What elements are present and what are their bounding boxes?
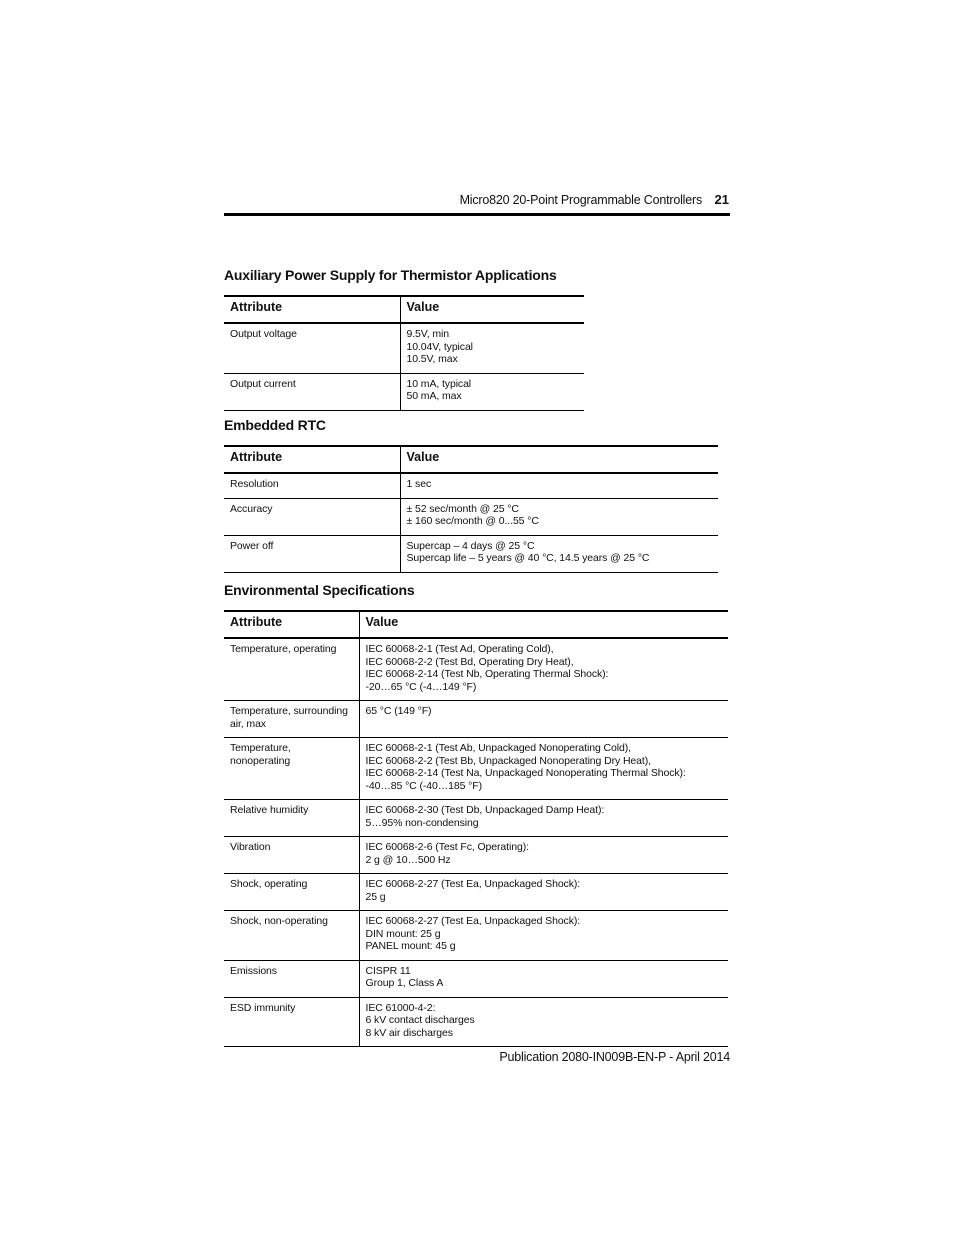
table-row <box>224 960 728 997</box>
table-row <box>224 874 728 911</box>
value-cell <box>400 323 584 373</box>
column-header-value: Value <box>359 611 728 638</box>
value-cell <box>359 800 728 837</box>
value-line: ± 52 sec/month @ 25 °C <box>406 502 519 515</box>
value-cell <box>400 498 718 535</box>
embedded-rtc-table <box>224 445 718 573</box>
value-line: Supercap – 4 days @ 25 °C <box>406 539 535 552</box>
attribute-cell: Accuracy <box>224 498 400 535</box>
value-line: IEC 60068-2-27 (Test Ea, Unpackaged Shock): <box>365 915 581 927</box>
table-row <box>224 738 728 800</box>
column-header-attribute: Attribute <box>224 446 400 473</box>
value-line: IEC 60068-2-2 (Test Bb, Unpackaged Nonoperating Dry Heat), <box>365 754 651 767</box>
value-line: IEC 60068-2-1 (Test Ab, Unpackaged Nonoperating Cold), <box>365 742 631 754</box>
table-header-row <box>224 296 584 323</box>
publication-footer: Publication 2080-IN009B-EN-P - April 2014 <box>499 1050 730 1064</box>
value-cell <box>359 911 728 961</box>
table-header-row <box>224 446 718 473</box>
table-row <box>224 701 728 738</box>
value-line: 2 g @ 10…500 Hz <box>365 853 451 866</box>
aux-power-table <box>224 295 584 411</box>
value-cell <box>359 738 728 800</box>
value-line: PANEL mount: 45 g <box>365 940 456 952</box>
value-line: Supercap life – 5 years @ 40 °C, 14.5 years @ 25 °C <box>406 552 650 564</box>
attribute-cell: Relative humidity <box>224 800 359 837</box>
table-row <box>224 638 728 701</box>
value-line: 8 kV air discharges <box>365 1026 453 1039</box>
attribute-cell: Vibration <box>224 837 359 874</box>
attribute-cell: Temperature, surrounding air, max <box>224 701 359 738</box>
section-title-environmental: Environmental Specifications <box>224 582 415 598</box>
table-row <box>224 323 584 373</box>
column-header-attribute: Attribute <box>224 296 400 323</box>
running-title: Micro820 20-Point Programmable Controllers <box>459 193 702 207</box>
attribute-cell: Resolution <box>224 473 400 498</box>
value-line: IEC 60068-2-14 (Test Nb, Operating Thermal Shock): <box>365 668 609 680</box>
value-line: IEC 60068-2-6 (Test Fc, Operating): <box>365 841 529 853</box>
value-line: IEC 61000-4-2: <box>365 1001 436 1014</box>
value-line: Group 1, Class A <box>365 977 444 989</box>
value-line: IEC 60068-2-30 (Test Db, Unpackaged Damp Heat): <box>365 804 605 816</box>
value-cell <box>359 837 728 874</box>
value-line: 10 mA, typical <box>406 377 472 390</box>
value-line: 65 °C (149 °F) <box>365 705 432 717</box>
value-cell <box>359 874 728 911</box>
value-line: IEC 60068-2-1 (Test Ad, Operating Cold), <box>365 643 554 655</box>
attribute-cell: ESD immunity <box>224 997 359 1047</box>
value-line: IEC 60068-2-14 (Test Na, Unpackaged Nonoperating Thermal Shock): <box>365 767 686 779</box>
table-row <box>224 373 584 410</box>
value-line: IEC 60068-2-27 (Test Ea, Unpackaged Shock): <box>365 878 581 890</box>
table-header-row <box>224 611 728 638</box>
value-line: 25 g <box>365 890 386 903</box>
column-header-attribute: Attribute <box>224 611 359 638</box>
value-cell <box>359 638 728 701</box>
attribute-cell: Temperature, nonoperating <box>224 738 359 800</box>
table-row <box>224 800 728 837</box>
value-cell <box>400 535 718 572</box>
table-row <box>224 473 718 498</box>
section-title-embedded-rtc: Embedded RTC <box>224 417 326 433</box>
value-cell <box>400 473 718 498</box>
table-row <box>224 535 718 572</box>
value-line: 50 mA, max <box>406 390 462 402</box>
value-line: ± 160 sec/month @ 0...55 °C <box>406 515 539 527</box>
header-rule <box>224 213 730 216</box>
value-line: -20…65 °C (-4…149 °F) <box>365 680 477 693</box>
value-line: 6 kV contact discharges <box>365 1014 475 1026</box>
attribute-cell: Shock, operating <box>224 874 359 911</box>
page-header <box>224 192 730 216</box>
table-row <box>224 837 728 874</box>
environmental-table <box>224 610 728 1047</box>
column-header-value: Value <box>400 296 584 323</box>
value-cell <box>359 960 728 997</box>
value-cell <box>359 997 728 1047</box>
attribute-cell: Output current <box>224 373 400 410</box>
page-number: 21 <box>714 192 729 207</box>
value-line: 9.5V, min <box>406 328 449 340</box>
value-line: 10.04V, typical <box>406 340 473 353</box>
attribute-cell: Temperature, operating <box>224 638 359 701</box>
table-row <box>224 498 718 535</box>
column-header-value: Value <box>400 446 718 473</box>
table-row <box>224 997 728 1047</box>
value-cell <box>400 373 584 410</box>
section-title-aux-power: Auxiliary Power Supply for Thermistor Applications <box>224 267 557 283</box>
value-line: DIN mount: 25 g <box>365 927 441 940</box>
value-line: -40…85 °C (-40…185 °F) <box>365 779 482 792</box>
value-line: CISPR 11 <box>365 964 411 977</box>
value-line: IEC 60068-2-2 (Test Bd, Operating Dry Heat), <box>365 655 574 668</box>
attribute-cell: Emissions <box>224 960 359 997</box>
value-line: 1 sec <box>406 478 432 490</box>
value-line: 10.5V, max <box>406 353 458 365</box>
value-line: 5…95% non-condensing <box>365 816 479 829</box>
attribute-cell: Power off <box>224 535 400 572</box>
table-row <box>224 911 728 961</box>
attribute-cell: Output voltage <box>224 323 400 373</box>
value-cell <box>359 701 728 738</box>
attribute-cell: Shock, non-operating <box>224 911 359 961</box>
